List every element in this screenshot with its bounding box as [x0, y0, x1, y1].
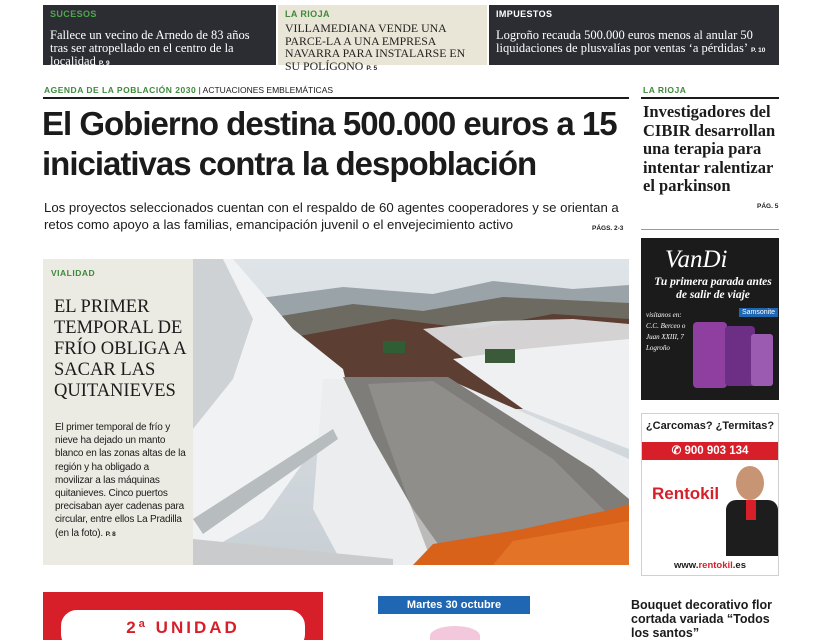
lead-kicker-rest: | ACTUACIONES EMBLEMÁTICAS	[198, 85, 334, 95]
ad-vandi[interactable]	[641, 238, 779, 400]
lead-rule	[43, 97, 629, 99]
flower-image	[430, 626, 480, 640]
vandi-logo: VanDi	[665, 246, 728, 273]
vialidad-title[interactable]: EL PRIMER TEMPORAL DE FRÍO OBLIGA A SACAR LAS QUITANIEVES	[54, 297, 186, 401]
vandi-slogan: Tu primera parada antes de salir de viaje	[654, 276, 772, 301]
teaser-text: VILLAMEDIANA VENDE UNA PARCE-LA A UNA EMPRESA NAVARRA PARA INSTALARSE EN SU POLÍGONO P. 5	[285, 21, 466, 73]
phone-icon: ✆	[671, 445, 685, 457]
teaser-section: IMPUESTOS	[496, 9, 553, 19]
lead-pages: PÁGS. 2-3	[592, 225, 624, 232]
rentokil-phone: ✆ 900 903 134	[642, 442, 778, 460]
person-photo	[726, 466, 778, 556]
suitcase-icon	[693, 322, 727, 388]
sidebar-title[interactable]: Investigadores del CIBIR desarrollan una terapia para intentar ralentizar el parkinson	[643, 102, 776, 195]
teaser-sucesos[interactable]	[43, 5, 276, 68]
vialidad-page: P. 8	[105, 530, 116, 538]
suitcase-icon	[751, 334, 773, 386]
teaser-section: LA RIOJA	[285, 9, 330, 19]
promo-text: 2ª UNIDAD	[61, 610, 305, 640]
teaser-text: Logroño recauda 500.000 euros menos al anular 50 liquidaciones de plusvalías por ventas ‘a pérdidas’ P. 10	[496, 28, 766, 55]
sidebar-divider	[641, 229, 779, 230]
rentokil-logo: Rentokil	[652, 484, 720, 503]
bouquet-text[interactable]: Bouquet decorativo flor cortada variada “Todos los santos”	[631, 598, 772, 640]
lead-deck: Los proyectos seleccionados cuentan con el respaldo de 60 agentes cooperadores y se orientan a retos como apoyo a las familias, emancipación juvenil o el envejecimiento activo	[44, 200, 619, 232]
lead-headline[interactable]: El Gobierno destina 500.000 euros a 15 iniciativas contra la despoblación	[42, 105, 617, 182]
rentokil-url[interactable]: www.rentokil.es	[674, 560, 746, 571]
teaser-section: SUCESOS	[50, 9, 97, 19]
rentokil-question: ¿Carcomas? ¿Termitas?	[645, 420, 775, 432]
sidebar-rule	[641, 97, 779, 99]
vialidad-section: VIALIDAD	[51, 268, 96, 278]
sidebar-section: LA RIOJA	[643, 85, 687, 95]
snow-road-photo	[193, 259, 629, 565]
teaser-impuestos[interactable]	[489, 5, 779, 65]
vandi-address: visítanos en: C.C. Berceo o Juan XXIII, 7 Logroño	[646, 311, 686, 352]
teaser-page: P. 10	[751, 47, 766, 54]
teaser-text: Fallece un vecino de Arnedo de 83 años tras ser atropellado en el centro de la localidad P. 9	[50, 28, 250, 68]
lead-kicker	[44, 85, 333, 95]
vialidad-box	[43, 259, 193, 565]
vandi-samsonite: Samsonite	[739, 308, 778, 317]
teaser-la-rioja[interactable]	[278, 5, 487, 73]
teaser-page: P. 9	[98, 60, 110, 67]
lead-kicker-bold: AGENDA DE LA POBLACIÓN 2030	[44, 85, 197, 95]
date-label: Martes 30 octubre	[378, 596, 530, 614]
teaser-page: P. 5	[366, 64, 378, 72]
ad-rentokil[interactable]	[641, 413, 779, 576]
sidebar-page: PÁG. 5	[757, 203, 779, 210]
promo-box[interactable]	[43, 592, 323, 640]
vialidad-body: El primer temporal de frío y nieve ha dejado un manto blanco en las zonas altas de la región y ha obligado a movilizar a las máquinas quitanieves. Cinco puertos precisaban ayer cadenas para circular, entre ellos La Pradilla (en la foto). P. 8	[55, 422, 186, 539]
